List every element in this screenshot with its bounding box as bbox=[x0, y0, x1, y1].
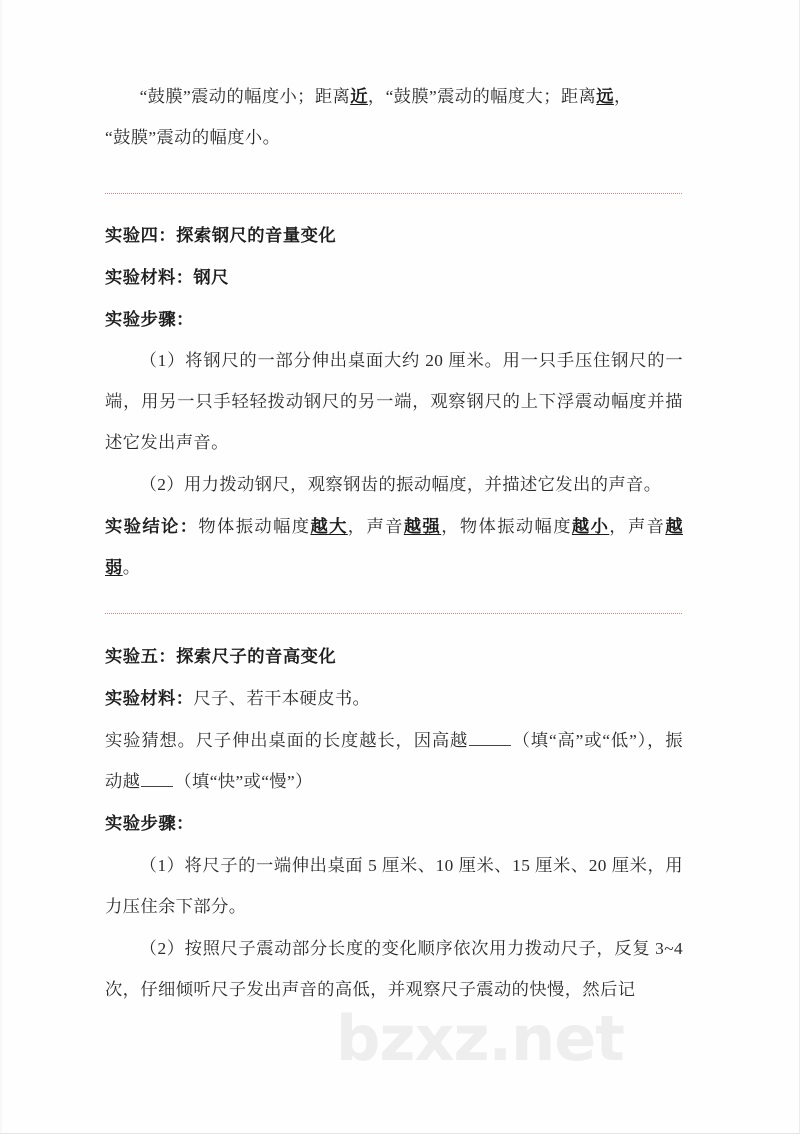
intro-answer-far: 远 bbox=[596, 87, 614, 106]
conclusion-text-e: 。 bbox=[122, 558, 141, 577]
experiment-five-steps-label bbox=[105, 803, 683, 844]
guess-text-c: （填“快”或“慢”） bbox=[174, 772, 313, 791]
guess-text-a: 实验猜想。尺子伸出桌面的长度越长，因高越 bbox=[105, 731, 469, 750]
experiment-four-conclusion-text bbox=[105, 506, 683, 588]
experiment-five-materials-row bbox=[105, 678, 683, 719]
experiment-four-step1-text: （1）将钢尺的一部分伸出桌面大约 20 厘米。用一只手压住钢尺的一端，用另一只手轻轻拨动钢尺的另一端，观察钢尺的上下浮震动幅度并描述它发出声音。 bbox=[105, 351, 683, 452]
experiment-four-title bbox=[105, 215, 683, 256]
intro-paragraph-line2: “鼓膜”震动的幅度小。 bbox=[105, 128, 281, 147]
steps-label-4: 实验步骤： bbox=[105, 310, 194, 329]
experiment-five-materials bbox=[105, 678, 683, 719]
experiment-five-guess-text bbox=[105, 720, 683, 802]
experiment-four-materials-row bbox=[105, 257, 683, 298]
materials-value-4: 钢尺 bbox=[193, 268, 229, 287]
intro-paragraph-text bbox=[105, 76, 683, 117]
experiment-four-materials bbox=[105, 257, 683, 298]
section-divider-2 bbox=[105, 613, 682, 614]
steps-label-5: 实验步骤： bbox=[105, 814, 194, 833]
experiment-five-step1-text: （1）将尺子的一端伸出桌面 5 厘米、10 厘米、15 厘米、20 厘米，用力压住余下部分。 bbox=[105, 856, 683, 916]
conclusion-answer-2: 越强 bbox=[403, 517, 442, 536]
experiment-four-title-text: 实验四：探索钢尺的音量变化 bbox=[105, 226, 337, 245]
conclusion-label-4: 实验结论： bbox=[105, 517, 199, 536]
guess-blank-1[interactable] bbox=[469, 730, 511, 746]
intro-text-c: ， bbox=[613, 87, 632, 106]
conclusion-text-d: ，声音 bbox=[609, 517, 666, 536]
conclusion-text-b: ，声音 bbox=[347, 517, 404, 536]
intro-text-b: ，“鼓膜”震动的幅度大；距离 bbox=[367, 87, 597, 106]
conclusion-text-a: 物体振动幅度 bbox=[198, 517, 311, 536]
experiment-five-title bbox=[105, 636, 683, 677]
materials-label-5: 实验材料： bbox=[105, 689, 194, 708]
intro-paragraph bbox=[105, 76, 683, 158]
experiment-four-step2-text: （2）用力拨动钢尺，观察钢齿的振动幅度，并描述它发出的声音。 bbox=[139, 475, 662, 494]
conclusion-answer-3: 越小 bbox=[571, 517, 610, 536]
conclusion-answer-1: 越大 bbox=[310, 517, 348, 536]
experiment-five-step2 bbox=[105, 928, 683, 1010]
section-divider-1 bbox=[105, 193, 682, 194]
experiment-four-steps-label bbox=[105, 299, 683, 340]
conclusion-answer-4: 越弱 bbox=[105, 517, 683, 577]
guess-blank-2[interactable] bbox=[141, 771, 173, 787]
watermark: bzxz.net bbox=[336, 1002, 624, 1075]
experiment-four-step2 bbox=[105, 464, 683, 505]
experiment-four-step1 bbox=[105, 340, 683, 463]
experiment-five-title-text: 实验五：探索尺子的音高变化 bbox=[105, 647, 337, 666]
materials-label-4: 实验材料： bbox=[105, 268, 194, 287]
experiment-four-conclusion bbox=[105, 506, 683, 588]
experiment-five-step2-text: （2）按照尺子震动部分长度的变化顺序依次用力拨动尺子，反复 3~4 次，仔细倾听尺子发出声音的高低，并观察尺子震动的快慢，然后记 bbox=[105, 939, 683, 999]
experiment-five-guess bbox=[105, 720, 683, 802]
experiment-five-step1 bbox=[105, 845, 683, 927]
conclusion-text-c: ，物体振动幅度 bbox=[441, 517, 572, 536]
guess-text-b: （填“高”或“低”），振动越 bbox=[105, 731, 683, 791]
intro-answer-near: 近 bbox=[350, 87, 368, 106]
intro-text-a: “鼓膜”震动的幅度小；距离 bbox=[139, 87, 351, 106]
materials-value-5: 尺子、若干本硬皮书。 bbox=[193, 689, 371, 708]
